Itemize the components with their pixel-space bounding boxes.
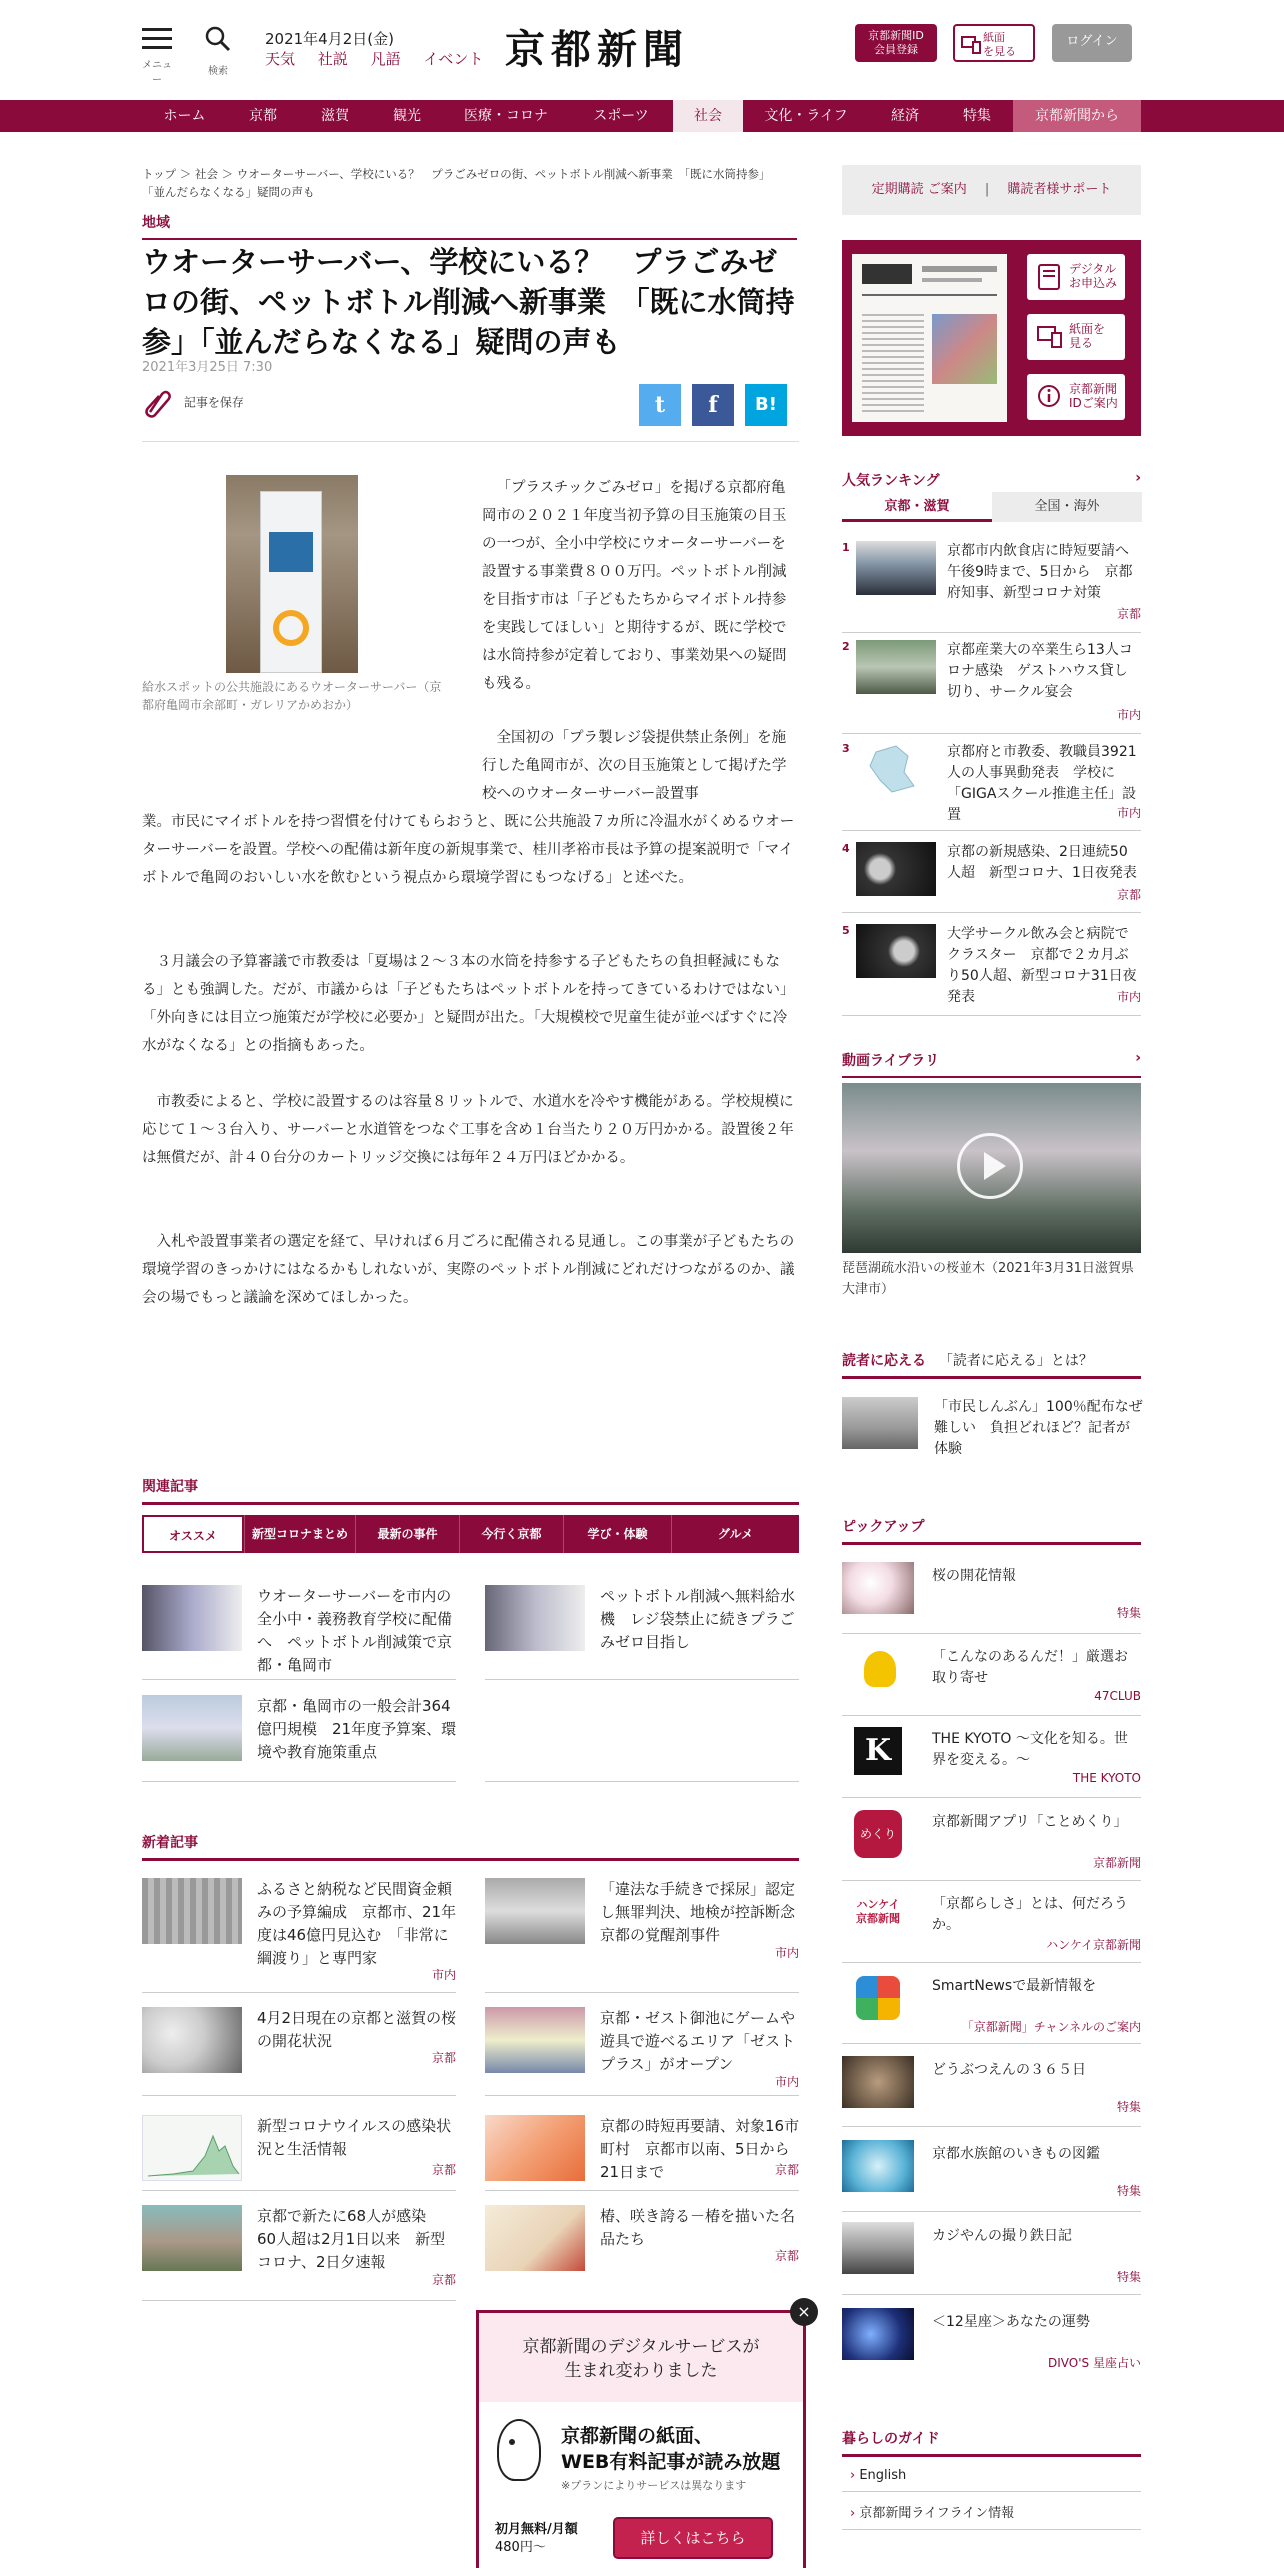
divider xyxy=(842,2043,1141,2044)
pickup-text: SmartNewsで最新情報を xyxy=(932,1978,1097,1994)
subscriber-support-link[interactable]: 購読者様サポート xyxy=(1007,182,1112,197)
latest-area: 市内 xyxy=(774,1946,799,1960)
device-icon xyxy=(961,34,981,54)
related-text: ペットボトル削減へ無料給水機 レジ袋禁止に続きプラごみゼロ目指し xyxy=(600,1587,796,1651)
latest-text: 京都の時短再要請、対象16市町村 京都市以南、5日から21日まで xyxy=(600,2117,800,2181)
pickup-item[interactable] xyxy=(842,1643,1141,1711)
digital-subscribe-label: デジタル お申込み xyxy=(1069,262,1118,290)
popup-details-button[interactable]: 詳しくはこちら xyxy=(613,2517,773,2559)
latest-thumb xyxy=(142,2205,242,2271)
save-article-label: 記事を保存 xyxy=(183,395,244,410)
popup-offer: 京都新聞の紙面、 WEB有料記事が読み放題 xyxy=(561,2425,781,2473)
latest-area: 京都 xyxy=(431,2273,456,2287)
info-icon xyxy=(1037,384,1061,408)
pickup-text: 京都水族館のいきもの図鑑 xyxy=(932,2146,1100,2162)
pickup-text: 京都新聞アプリ「ことめくり」 xyxy=(932,1814,1128,1830)
latest-item[interactable] xyxy=(142,2115,456,2185)
pickup-item[interactable] xyxy=(842,2222,1141,2290)
ranking-number: 1 xyxy=(842,541,850,554)
divider xyxy=(485,1679,799,1680)
latest-area: 京都 xyxy=(431,2051,456,2065)
nav-from-kyoto-np[interactable]: 京都新聞から xyxy=(1013,100,1141,132)
nav-sports[interactable]: スポーツ xyxy=(593,108,649,124)
pickup-item[interactable] xyxy=(842,1725,1141,1793)
play-icon[interactable] xyxy=(957,1133,1023,1199)
virus-thumb xyxy=(856,924,936,978)
divider xyxy=(842,1962,1141,1963)
ranking-thumb xyxy=(856,742,936,796)
pickup-tag: 特集 xyxy=(1116,2270,1141,2284)
share-hatena-button[interactable] xyxy=(745,384,787,426)
id-info-label: 京都新聞 IDご案内 xyxy=(1069,382,1118,410)
price-label: 初月無料/月額 xyxy=(495,2522,578,2537)
tab-recommended[interactable]: オススメ xyxy=(142,1515,244,1553)
latest-area: 市内 xyxy=(774,2075,799,2089)
reader-text: 「市民しんぶん」100％配布なぜ難しい 負担どれほど？記者が体験 xyxy=(934,1399,1143,1457)
quicklink-events[interactable]: イベント xyxy=(423,50,484,68)
digital-subscribe-button[interactable] xyxy=(1027,254,1125,300)
divider xyxy=(142,1992,456,1993)
article-category: 地域 xyxy=(142,212,797,240)
chevron-right-icon[interactable]: › xyxy=(1135,1050,1141,1066)
ranking-heading xyxy=(842,470,1141,490)
map-thumb-icon xyxy=(856,742,936,796)
latest-thumb xyxy=(485,2115,585,2181)
member-register-button[interactable] xyxy=(855,24,937,62)
newspaper-image[interactable] xyxy=(852,254,1007,422)
divider xyxy=(142,2190,456,2191)
ranking-tab-kyoto-shiga[interactable]: 京都・滋賀 xyxy=(842,492,992,522)
pickup-item[interactable] xyxy=(842,2140,1141,2208)
menu-label: メニュー xyxy=(142,60,172,86)
ranking-item[interactable] xyxy=(842,640,1141,720)
pickup-tag: 特集 xyxy=(1116,2184,1141,2198)
id-info-button[interactable] xyxy=(1027,374,1125,420)
search-button[interactable] xyxy=(200,26,236,77)
ranking-thumb xyxy=(856,541,936,595)
subscription-links: 定期購読 ご案内 | 購読者様サポート xyxy=(842,165,1141,215)
ranking-text: 大学サークル飲み会と病院でクラスター 京都で２カ月ぶり50人超、新型コロナ31日夜発表 xyxy=(947,926,1137,1005)
pickup-thumb xyxy=(842,2056,914,2108)
divider xyxy=(142,441,799,442)
divider xyxy=(842,1880,1141,1881)
related-text: ウオーターサーバーを市内の全小中・義務教育学校に配備へ ペットボトル削減策で京都・亀岡市 xyxy=(257,1587,453,1674)
ranking-text: 京都市内飲食店に時短要請へ 午後9時まで、5日から 京都府知事、新型コロナ対策 xyxy=(947,543,1143,601)
latest-heading: 新着記事 xyxy=(142,1832,799,1861)
ranking-item[interactable] xyxy=(842,742,1141,827)
virus-thumb xyxy=(856,842,936,896)
guide-item-lifeline[interactable] xyxy=(842,2502,1141,2530)
mascot-icon xyxy=(497,2419,541,2481)
latest-thumb xyxy=(142,2007,242,2073)
latest-thumb xyxy=(485,2007,585,2073)
ranking-area: 市内 xyxy=(1116,708,1141,722)
latest-thumb xyxy=(485,1878,585,1944)
view-paper-label: 紙面 を見る xyxy=(983,31,1016,58)
divider xyxy=(142,1679,456,1680)
latest-text: 新型コロナウイルスの感染状況と生活情報 xyxy=(257,2117,452,2158)
device-icon xyxy=(1037,323,1063,349)
pickup-text: カジやんの撮り鉄日記 xyxy=(932,2228,1072,2244)
ranking-area: 京都 xyxy=(1116,888,1141,902)
pickup-tag: 「京都新聞」チャンネルのご案内 xyxy=(961,2020,1141,2034)
article-paragraph-1: 「プラスチックごみゼロ」を掲げる京都府亀岡市の２０２１年度当初予算の目玉施策の目玉の一つが、全小中学校にウオーターサーバーを設置する事業費８００万円。ペットボトル削減を目指す市は「子どもたちからマイボトル持参を実践してほしい」と期待するが、既に学校では水筒持参が定着しており、事業効果への疑問も残る。 xyxy=(482,480,787,692)
nav-society[interactable]: 社会 xyxy=(673,100,743,132)
nav-tourism[interactable]: 観光 xyxy=(393,108,421,124)
latest-item[interactable] xyxy=(485,1878,811,1988)
latest-text: 4月2日現在の京都と滋賀の桜の開花状況 xyxy=(257,2009,457,2050)
search-icon xyxy=(205,26,231,52)
price-value: 480円〜 xyxy=(495,2540,546,2555)
latest-text: 「違法な手続きで採尿」認定し無罪判決、地検が控訴断念 京都の覚醒剤事件 xyxy=(600,1880,811,1944)
ranking-heading-text: 人気ランキング xyxy=(842,473,940,489)
article-paragraph-2b: 業。市民にマイボトルを持つ習慣を付けてもらおうと、既に公共施設７カ所に冷温水がくめるウオーターサーバーを設置。学校への配備は新年度の新規事業で、桂川孝裕市長は予算の提案説明で「マイボトルで亀岡のおいしい水を飲むという視点から環境学習にもつなげる」と述べた。 xyxy=(142,814,795,886)
divider xyxy=(842,632,1141,633)
chevron-right-icon[interactable]: › xyxy=(1135,470,1141,486)
tab-learn-experience[interactable]: 学び・体験 xyxy=(563,1515,671,1553)
guide-item-label: English xyxy=(859,2468,907,2483)
tablet-icon xyxy=(1037,263,1061,291)
ranking-area: 市内 xyxy=(1116,806,1141,820)
video-heading-text: 動画ライブラリ xyxy=(842,1053,940,1069)
divider xyxy=(142,2095,456,2096)
the-kyoto-logo: K xyxy=(842,1725,914,1777)
kotomekuri-app-icon: めくり xyxy=(842,1808,914,1860)
latest-thumb xyxy=(142,1878,242,1944)
pickup-tag: DIVO'S 星座占い xyxy=(1048,2356,1141,2370)
video-heading xyxy=(842,1050,1141,1078)
latest-item[interactable] xyxy=(485,2115,799,2185)
reader-item[interactable] xyxy=(842,1397,1141,1463)
nav-medical-corona[interactable]: 医療・コロナ xyxy=(464,108,548,124)
ranking-item[interactable] xyxy=(842,541,1141,621)
pickup-item[interactable] xyxy=(842,1972,1141,2040)
ranking-number: 2 xyxy=(842,640,850,653)
divider xyxy=(485,1992,799,1993)
quicklink-editorial[interactable]: 社説 xyxy=(317,50,348,68)
video-caption[interactable]: 琵琶湖疏水沿いの桜並木（2021年3月31日滋賀県大津市） xyxy=(842,1261,1134,1297)
save-article-button[interactable] xyxy=(142,388,244,418)
pickup-heading: ピックアップ xyxy=(842,1516,1141,1545)
divider xyxy=(842,1797,1141,1798)
caret-icon: › xyxy=(850,2468,860,2483)
popup-headline: 京都新聞のデジタルサービスが 生まれ変わりました xyxy=(522,2337,760,2381)
ranking-text: 京都府と市教委、教職員3921人の人事異動発表 学校に「GIGAスクール推進主任」設置 xyxy=(947,744,1137,823)
latest-thumb xyxy=(485,2205,585,2271)
video-player[interactable] xyxy=(842,1083,1141,1253)
photo-caption: 給水スポットの公共施設にあるウオーターサーバー（京都府亀岡市余部町・ガレリアかめおか） xyxy=(142,680,442,712)
divider xyxy=(485,2190,799,2191)
related-item[interactable] xyxy=(142,1695,456,1775)
article-paragraph-4: 市教委によると、学校に設置するのは容量８リットルで、水道水を冷やす機能がある。学校規模に応じて１～３台入り、サーバーと水道管をつなぐ工事を含め１台当たり２０万円かかる。設置後２年は無償だが、計４０台分のカートリッジ交換には毎年２４万円ほどかかる。 xyxy=(142,1094,794,1166)
reader-heading-text: 読者に応える xyxy=(842,1353,926,1369)
pickup-text: THE KYOTO ～文化を知る。世界を変える。～ xyxy=(932,1731,1128,1768)
article-paragraph-5: 入札や設置事業者の選定を経て、早ければ６月ごろに配備される見通し。この事業が子どもたちの環境学習のきっかけにはなるかもしれないが、実際のペットボトル削減にどれだけつながるのか、議会の場でもっと議論を深めてほしかった。 xyxy=(142,1234,795,1306)
related-heading: 関連記事 xyxy=(142,1476,799,1505)
view-paper-sidebar-button[interactable] xyxy=(1027,314,1125,360)
paperclip-icon xyxy=(142,388,172,418)
digital-service-popup xyxy=(476,2310,806,2568)
latest-item[interactable] xyxy=(485,2007,799,2092)
47club-logo xyxy=(842,1643,914,1695)
divider xyxy=(142,2300,456,2301)
pickup-tag: 47CLUB xyxy=(1094,1689,1141,1703)
divider xyxy=(842,2294,1141,2295)
pickup-text: 「こんなのあるんだ！」厳選お取り寄せ xyxy=(932,1649,1128,1686)
divider xyxy=(842,2126,1141,2127)
nav-economy[interactable]: 経済 xyxy=(891,108,919,124)
quicklink-bongo[interactable]: 凡語 xyxy=(370,50,401,68)
article-photo[interactable] xyxy=(226,475,358,673)
latest-area: 市内 xyxy=(431,1968,456,1982)
related-text: 京都・亀岡市の一般会計364億円規模 21年度予算案、環境や教育施策重点 xyxy=(257,1697,457,1761)
site-logo[interactable]: 京都新聞 xyxy=(505,26,689,73)
latest-text: 京都で新たに68人が感染 60人超は2月1日以来 新型コロナ、2日夕速報 xyxy=(257,2207,446,2271)
ranking-number: 5 xyxy=(842,924,850,937)
search-label: 検索 xyxy=(208,66,228,77)
related-item[interactable] xyxy=(142,1585,456,1674)
caret-icon: › xyxy=(850,2506,860,2521)
article-title: ウオーターサーバー、学校にいる？ プラごみゼロの街、ペットボトル削減へ新事業 「既に水筒持参」「並んだらなくなる」疑問の声も xyxy=(142,245,795,359)
hamburger-icon xyxy=(142,28,172,50)
related-item[interactable] xyxy=(485,1585,799,1665)
tab-gourmet[interactable]: グルメ xyxy=(671,1515,799,1553)
article-paragraph-3: ３月議会の予算審議で市教委は「夏場は２～３本の水筒を持参する子どもたちの負担軽減にもなる」とも強調した。だが、市議からは「子どもたちはペットボトルを持ってきているわけではない」「外向きには目立つ施策だが学校に必要か」と疑問が出た。「大規模校で児童生徒が並べばすぐに冷水がなくなる」との指摘もあった。 xyxy=(142,954,795,1054)
nav-culture-life[interactable]: 文化・ライフ xyxy=(764,108,848,124)
hankei-logo: ハンケイ 京都新聞 xyxy=(842,1890,914,1942)
article-paragraph-2a: 全国初の「プラ製レジ袋提供禁止条例」を施行した亀岡市が、次の目玉施策として掲げた学校へのウオーターサーバー設置事 xyxy=(482,730,787,802)
paper-promo xyxy=(842,240,1141,436)
latest-text: ふるさと納税など民間資金頼みの予算編成 京都市、21年度は46億円見込む 「非常に綱渡り」と専門家 xyxy=(257,1880,457,1967)
view-paper-button[interactable] xyxy=(953,24,1035,62)
latest-text: 椿、咲き誇る－椿を描いた名品たち xyxy=(600,2207,796,2248)
divider xyxy=(842,830,1141,831)
facebook-icon: f xyxy=(708,392,718,418)
pickup-tag: THE KYOTO xyxy=(1072,1771,1141,1785)
reader-heading xyxy=(842,1350,1141,1379)
divider xyxy=(142,1781,456,1782)
pickup-item[interactable] xyxy=(842,2308,1141,2376)
close-icon[interactable]: × xyxy=(790,2298,818,2326)
divider xyxy=(842,912,1141,913)
pickup-text: 「京都らしさ」とは、何だろうか。 xyxy=(932,1896,1128,1933)
pickup-item[interactable] xyxy=(842,1890,1141,1958)
divider xyxy=(485,2095,799,2096)
nav-features[interactable]: 特集 xyxy=(963,108,991,124)
latest-item[interactable] xyxy=(142,2007,456,2077)
pickup-item[interactable] xyxy=(842,2056,1141,2124)
view-paper-sidebar-label: 紙面を 見る xyxy=(1069,322,1106,350)
ranking-item[interactable] xyxy=(842,924,1141,1014)
divider xyxy=(842,1715,1141,1716)
latest-text: 京都・ゼスト御池にゲームや遊具で遊べるエリア「ゼストプラス」がオープン xyxy=(600,2009,796,2073)
global-nav xyxy=(0,100,1284,132)
hatena-icon: B! xyxy=(755,394,777,415)
ranking-area: 京都 xyxy=(1116,607,1141,621)
guide-item-label: 京都新聞ライフライン情報 xyxy=(859,2506,1015,2521)
latest-item[interactable] xyxy=(142,2205,456,2295)
pickup-tag: 特集 xyxy=(1116,2100,1141,2114)
guide-item-english[interactable] xyxy=(842,2468,1141,2492)
nav-shiga[interactable]: 滋賀 xyxy=(321,108,349,124)
tab-corona-summary[interactable]: 新型コロナまとめ xyxy=(244,1515,355,1553)
latest-thumb xyxy=(142,2115,242,2181)
pickup-tag: ハンケイ京都新聞 xyxy=(1046,1938,1141,1952)
chart-thumb-icon xyxy=(143,2116,243,2182)
tab-latest-incidents[interactable]: 最新の事件 xyxy=(355,1515,459,1553)
ranking-tab-national[interactable]: 全国・海外 xyxy=(992,492,1142,522)
tab-go-kyoto[interactable]: 今行く京都 xyxy=(459,1515,563,1553)
related-thumb xyxy=(142,1585,242,1651)
guide-heading: 暮らしのガイド xyxy=(842,2428,1141,2457)
latest-area: 京都 xyxy=(431,2163,456,2177)
menu-button[interactable] xyxy=(140,28,174,86)
login-button[interactable]: ログイン xyxy=(1052,24,1132,62)
ranking-thumb xyxy=(856,640,936,694)
ranking-text: 京都産業大の卒業生ら13人コロナ感染 ゲストハウス貸し切り、サークル宴会 xyxy=(947,642,1133,700)
pickup-item[interactable] xyxy=(842,1562,1141,1630)
nav-kyoto[interactable]: 京都 xyxy=(249,108,277,124)
pickup-thumb xyxy=(842,2140,914,2192)
related-thumb xyxy=(142,1695,242,1761)
smartnews-icon xyxy=(842,1972,914,2024)
pickup-tag: 特集 xyxy=(1116,1606,1141,1620)
popup-note: ※プランによりサービスは異なります xyxy=(561,2479,747,2492)
pickup-tag: 京都新聞 xyxy=(1092,1856,1141,1870)
subscription-info-link[interactable]: 定期購読 ご案内 xyxy=(871,182,967,197)
share-twitter-button[interactable] xyxy=(639,384,681,426)
pickup-text: ＜12星座＞あなたの運勢 xyxy=(932,2314,1090,2330)
pickup-text: 桜の開花情報 xyxy=(932,1568,1016,1584)
latest-area: 京都 xyxy=(774,2249,799,2263)
pickup-thumb xyxy=(842,2222,914,2274)
water-server-image xyxy=(260,491,322,673)
latest-item[interactable] xyxy=(142,1878,456,1988)
divider xyxy=(485,1781,799,1782)
ranking-item[interactable] xyxy=(842,842,1141,912)
divider xyxy=(842,733,1141,734)
pickup-thumb xyxy=(842,2308,914,2360)
popup-price xyxy=(495,2521,578,2557)
share-facebook-button[interactable] xyxy=(692,384,734,426)
quicklink-weather[interactable]: 天気 xyxy=(265,50,296,68)
divider xyxy=(842,2211,1141,2212)
article-date: 2021年3月25日 7:30 xyxy=(142,360,273,375)
ranking-number: 3 xyxy=(842,742,850,755)
related-tabs xyxy=(142,1515,799,1553)
latest-area: 京都 xyxy=(774,2163,799,2177)
header-quicklinks xyxy=(265,48,501,69)
pickup-item[interactable] xyxy=(842,1808,1141,1876)
header-date: 2021年4月2日(金) xyxy=(265,30,394,48)
breadcrumb[interactable]: トップ ＞ 社会 ＞ ウオーターサーバー、学校にいる？ プラごみゼロの街、ペットボトル削減へ新事業 「既に水筒持参」「並んだらなくなる」疑問の声も xyxy=(142,167,771,199)
site-header xyxy=(0,0,1284,100)
member-register-label: 京都新聞ID 会員登録 xyxy=(868,29,924,56)
pickup-thumb xyxy=(842,1562,914,1614)
related-thumb xyxy=(485,1585,585,1651)
pickup-text: どうぶつえんの３６５日 xyxy=(932,2062,1086,2078)
reader-about-link[interactable]: 「読者に応える」とは？ xyxy=(938,1353,1093,1369)
ranking-area: 市内 xyxy=(1116,990,1141,1004)
latest-item[interactable] xyxy=(485,2205,799,2275)
nav-home[interactable]: ホーム xyxy=(163,108,206,124)
ranking-text: 京都の新規感染、2日連続50人超 新型コロナ、1日夜発表 xyxy=(947,844,1137,881)
ranking-tabs xyxy=(842,492,1141,522)
divider xyxy=(842,1633,1141,1634)
reader-thumb xyxy=(842,1397,918,1449)
twitter-icon: t xyxy=(654,392,666,418)
divider xyxy=(842,1015,1141,1016)
ranking-number: 4 xyxy=(842,842,850,855)
